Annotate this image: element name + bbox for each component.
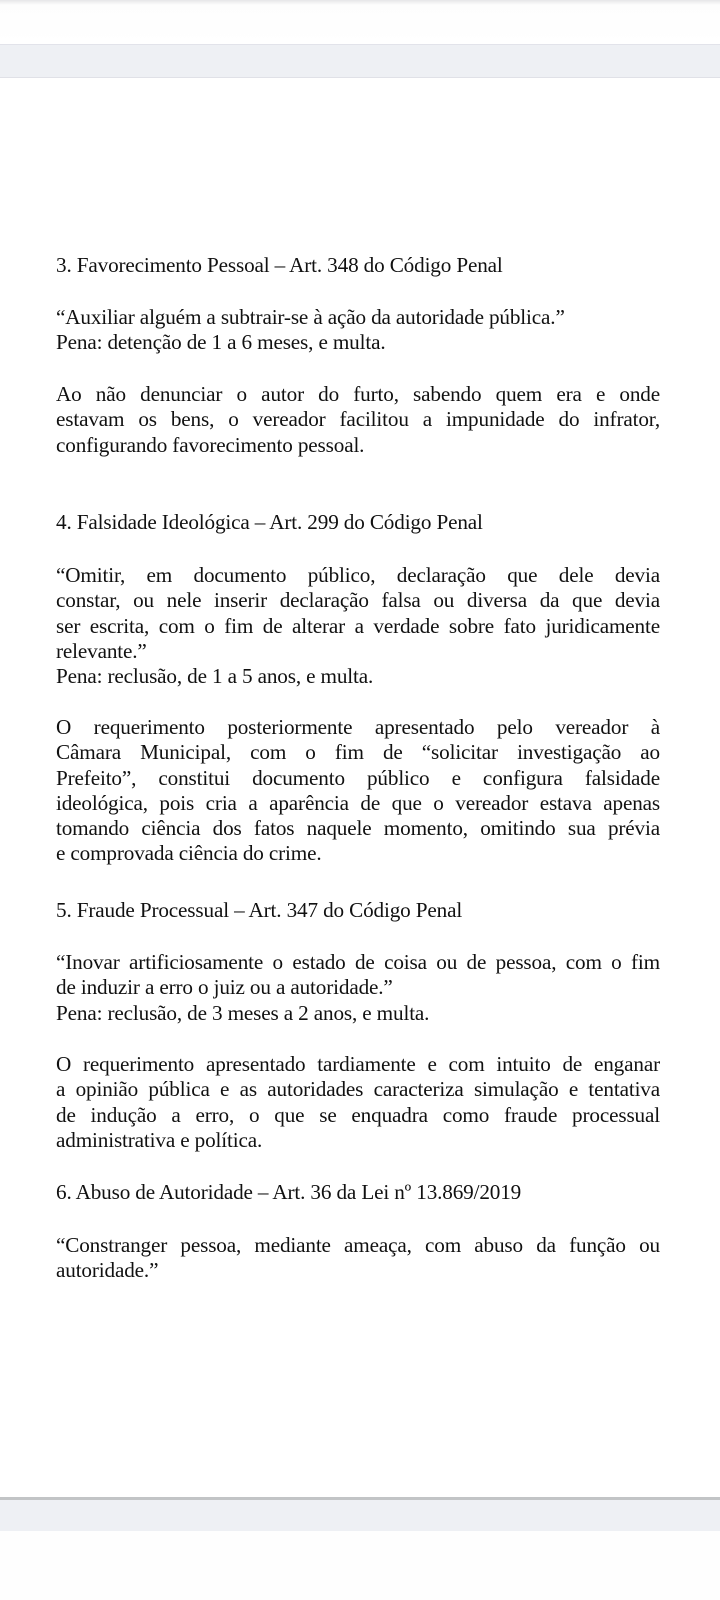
paragraph-line: Prefeito”, constitui documento público e configura falsidade xyxy=(56,765,660,790)
section-5-heading xyxy=(56,898,660,923)
quote-line: “Inovar artificiosamente o estado de coisa ou de pessoa, com o fim xyxy=(56,950,660,974)
section-5-quote xyxy=(56,950,660,1026)
page-separator-bottom xyxy=(0,1497,720,1531)
section-heading: 4. Falsidade Ideológica – Art. 299 do Código Penal xyxy=(56,510,483,534)
paragraph-line: tomando ciência dos fatos naquele momento, omitindo sua prévia xyxy=(56,816,660,841)
paragraph-line: O requerimento apresentado tardiamente e com intuito de enganar xyxy=(56,1052,660,1076)
paragraph-line: O requerimento posteriormente apresentado pelo vereador à xyxy=(56,715,660,739)
section-3-heading xyxy=(56,253,660,278)
paragraph-line: de indução a erro, o que se enquadra como fraude processual xyxy=(56,1102,660,1127)
section-4-heading xyxy=(56,510,660,535)
next-page-top xyxy=(0,1531,720,1600)
section-6-quote xyxy=(56,1233,660,1284)
paragraph-line: Ao não denunciar o autor do furto, sabendo quem era e onde xyxy=(56,382,660,406)
section-5-paragraph xyxy=(56,1052,660,1153)
penalty-text: Pena: reclusão, de 1 a 5 anos, e multa. xyxy=(56,664,374,689)
quote-line: “Constranger pessoa, mediante ameaça, com abuso da função ou xyxy=(56,1233,660,1257)
section-6-heading xyxy=(56,1180,660,1205)
paragraph-line: a opinião pública e as autoridades caracteriza simulação e tentativa xyxy=(56,1077,660,1102)
paragraph-line: administrativa e política. xyxy=(56,1127,263,1152)
top-bar xyxy=(0,0,720,44)
page-separator-top xyxy=(0,44,720,78)
quote-line: autoridade.” xyxy=(56,1258,159,1283)
penalty-text: Pena: detenção de 1 a 6 meses, e multa. xyxy=(56,330,386,355)
paragraph-line: Câmara Municipal, com o fim de “solicitar investigação ao xyxy=(56,740,660,765)
quote-line: de induzir a erro o juiz ou a autoridade.” xyxy=(56,975,393,1000)
quote-line: ser escrita, com o fim de alterar a verdade sobre fato juridicamente xyxy=(56,613,660,638)
section-heading: 5. Fraude Processual – Art. 347 do Código Penal xyxy=(56,898,463,922)
quote-line: relevante.” xyxy=(56,638,147,663)
paragraph-line: ideológica, pois cria a aparência de que o vereador estava apenas xyxy=(56,790,660,815)
paragraph-line: estavam os bens, o vereador facilitou a impunidade do infrator, xyxy=(56,407,660,432)
quote-line: “Omitir, em documento público, declaração que dele devia xyxy=(56,563,660,587)
section-3-paragraph xyxy=(56,382,660,458)
section-heading: 3. Favorecimento Pessoal – Art. 348 do Código Penal xyxy=(56,253,503,277)
section-3-quote xyxy=(56,305,660,356)
quote-line: constar, ou nele inserir declaração falsa ou diversa da que devia xyxy=(56,588,660,613)
section-heading: 6. Abuso de Autoridade – Art. 36 da Lei nº 13.869/2019 xyxy=(56,1180,522,1204)
section-4-paragraph xyxy=(56,715,660,867)
penalty-text: Pena: reclusão, de 3 meses a 2 anos, e multa. xyxy=(56,1000,430,1025)
paragraph-line: e comprovada ciência do crime. xyxy=(56,841,322,866)
paragraph-line: configurando favorecimento pessoal. xyxy=(56,432,365,457)
section-4-quote xyxy=(56,563,660,689)
quote-line: “Auxiliar alguém a subtrair-se à ação da autoridade pública.” xyxy=(56,305,565,329)
